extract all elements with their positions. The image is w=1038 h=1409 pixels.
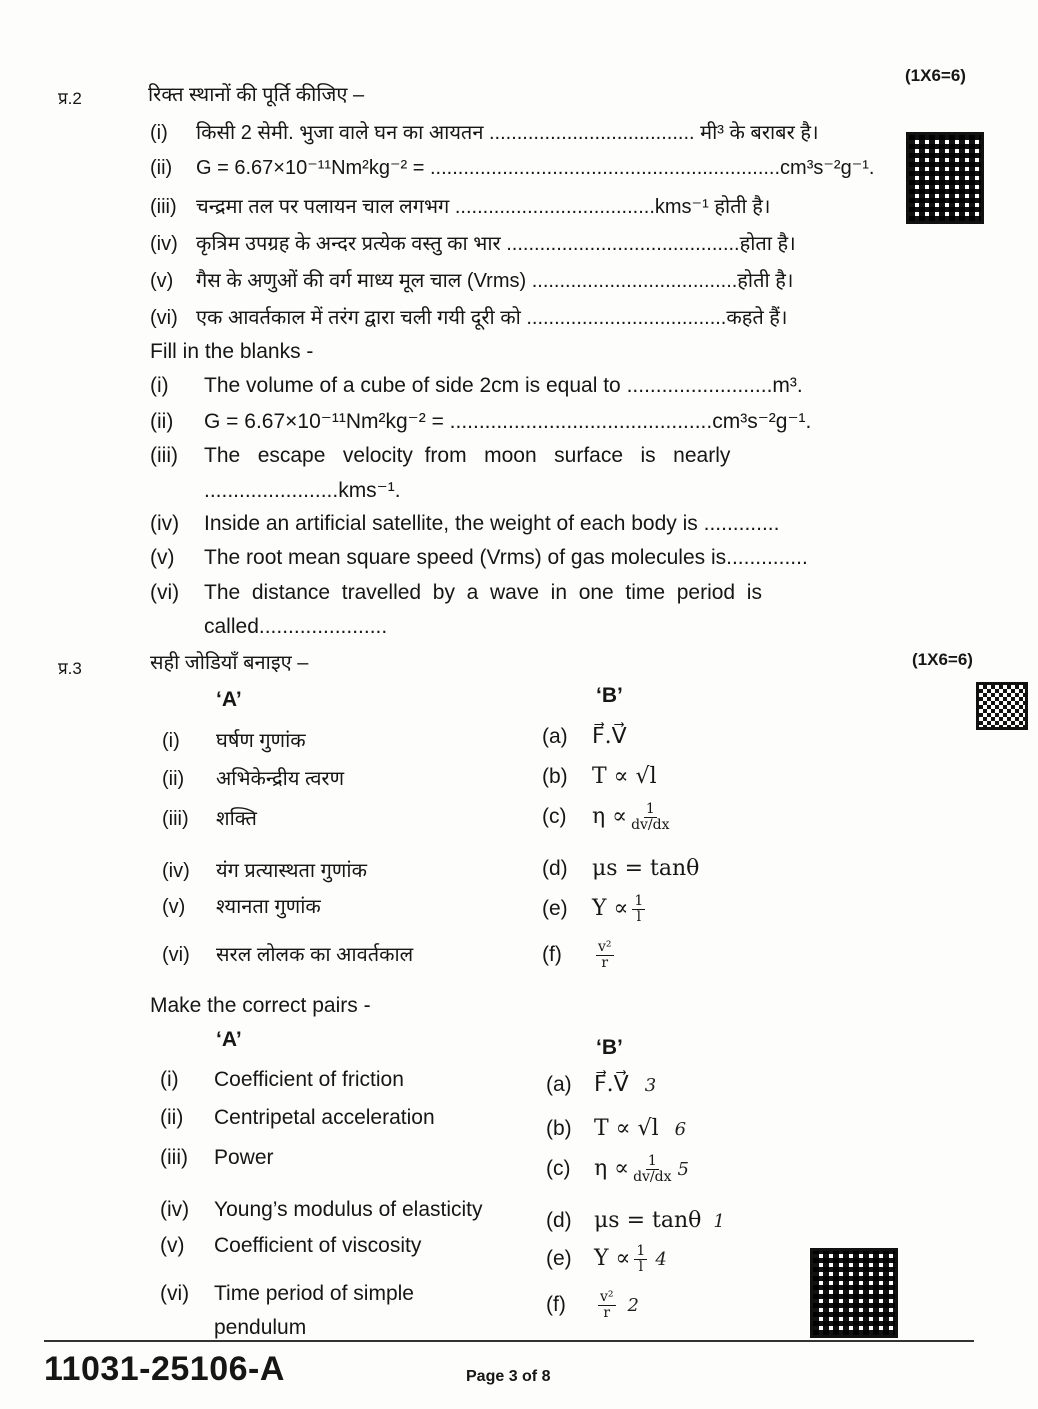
list-item: (iii) चन्द्रमा तल पर पलायन चाल लगभग ....................................kms⁻¹ होती है। xyxy=(150,196,771,218)
col-a-header: ‘A’ xyxy=(216,688,242,711)
list-item: (f) $\frac{\text{v²}}{r}$ 2 xyxy=(546,1289,639,1321)
list-item: (v) गैस के अणुओं की वर्ग माध्य मूल चाल (Vrms) .....................................होती है। xyxy=(150,270,794,292)
paper-code: 11031-25106-A xyxy=(44,1350,285,1388)
list-item: (b) T ∝ √l 6 xyxy=(546,1116,687,1141)
list-item: (iv) Young’s modulus of elasticity xyxy=(160,1198,483,1221)
list-item: (v) The root mean square speed (Vrms) of gas molecules is.............. xyxy=(150,546,808,569)
list-item: (vi) सरल लोलक का आवर्तकाल xyxy=(162,944,414,966)
page-number: Page 3 of 8 xyxy=(466,1368,551,1385)
q2-english-title: Fill in the blanks - xyxy=(150,340,314,363)
col-b-header-en: ‘B’ xyxy=(596,1036,623,1059)
q2-hindi-title: रिक्त स्थानों की पूर्ति कीजिए – xyxy=(148,84,365,106)
list-item: (ii) Centripetal acceleration xyxy=(160,1106,435,1129)
footer-divider xyxy=(44,1340,974,1342)
q3-english-title: Make the correct pairs - xyxy=(150,994,371,1017)
handwritten-mark: 5 xyxy=(677,1159,689,1181)
list-item: (iii) The escape velocity from moon surface is nearly xyxy=(150,444,731,467)
list-item: (ii) G = 6.67×10⁻¹¹Nm²kg⁻² = .............................................cm³s⁻²g⁻¹. xyxy=(150,410,812,433)
q3-hindi-title: सही जोडियाँ बनाइए – xyxy=(150,652,309,674)
datamatrix-code-bottom xyxy=(810,1248,898,1338)
list-item: (e) Y ∝ $\frac{1}{l}$ 4 xyxy=(546,1243,667,1275)
list-item: (d) μs = tanθ 1 xyxy=(546,1208,725,1233)
datamatrix-code xyxy=(906,132,984,224)
handwritten-mark: 1 xyxy=(713,1211,725,1232)
list-item: (i) Coefficient of friction xyxy=(160,1068,404,1091)
list-item: (iv) Inside an artificial satellite, the weight of each body is ............. xyxy=(150,512,780,535)
list-item: (ii) G = 6.67×10⁻¹¹Nm²kg⁻² = ...............................................................cm³s⁻²g⁻¹. xyxy=(150,157,875,179)
list-item: (v) श्यानता गुणांक xyxy=(162,896,321,918)
list-item: (e) Y ∝ $\frac{1}{l}$ xyxy=(542,893,644,925)
list-item: (d) μs = tanθ xyxy=(542,856,700,881)
list-item: (i) The volume of a cube of side 2cm is equal to .........................m³. xyxy=(150,374,803,397)
list-item: (vi) Time period of simple xyxy=(160,1282,414,1305)
q2-marks: (1X6=6) xyxy=(905,66,966,85)
list-item: (iii) Power xyxy=(160,1146,274,1169)
list-item: (i) किसी 2 सेमी. भुजा वाले घन का आयतन ..................................... मी³ के बराबर है। xyxy=(150,122,819,144)
list-item: (iii) शक्ति xyxy=(162,808,257,830)
list-item: (i) घर्षण गुणांक xyxy=(162,730,306,752)
list-item: (c) η ∝ $\frac{1}{dv/dx}$ 5 xyxy=(546,1153,689,1185)
handwritten-mark: 4 xyxy=(655,1249,667,1271)
list-item: (iv) यंग प्रत्यास्थता गुणांक xyxy=(162,860,367,882)
list-item: (vi) एक आवर्तकाल में तरंग द्वारा चली गयी दूरी को ....................................कहते हैं। xyxy=(150,307,788,329)
list-item: .......................kms⁻¹. xyxy=(204,479,401,502)
list-item: (vi) The distance travelled by a wave in one time period is xyxy=(150,581,762,604)
col-a-header-en: ‘A’ xyxy=(216,1028,242,1051)
handwritten-mark: 3 xyxy=(644,1075,657,1096)
list-item: called...................... xyxy=(204,615,388,638)
list-item: (ii) अभिकेन्द्रीय त्वरण xyxy=(162,768,345,790)
list-item: (a) F⃗.V⃗ 3 xyxy=(546,1072,657,1097)
handwritten-mark: 6 xyxy=(674,1119,687,1140)
list-item: (f) $\frac{\text{v²}}{r}$ xyxy=(542,939,612,971)
list-item: (iv) कृत्रिम उपग्रह के अन्दर प्रत्येक वस्तु का भार ..........................................होता है। xyxy=(150,233,796,255)
list-item: (b) T ∝ √l xyxy=(542,764,657,789)
q2-number: प्र.2 xyxy=(58,89,82,108)
list-item: (c) η ∝ $\frac{1}{dv/dx}$ xyxy=(542,801,670,833)
col-b-header: ‘B’ xyxy=(596,684,623,707)
list-item: pendulum xyxy=(214,1316,307,1339)
qr-code xyxy=(976,682,1028,730)
q3-number: प्र.3 xyxy=(58,659,82,678)
list-item: (a) F⃗.V⃗ xyxy=(542,724,627,749)
list-item: (v) Coefficient of viscosity xyxy=(160,1234,422,1257)
handwritten-mark: 2 xyxy=(627,1295,639,1317)
q3-marks: (1X6=6) xyxy=(912,650,973,669)
